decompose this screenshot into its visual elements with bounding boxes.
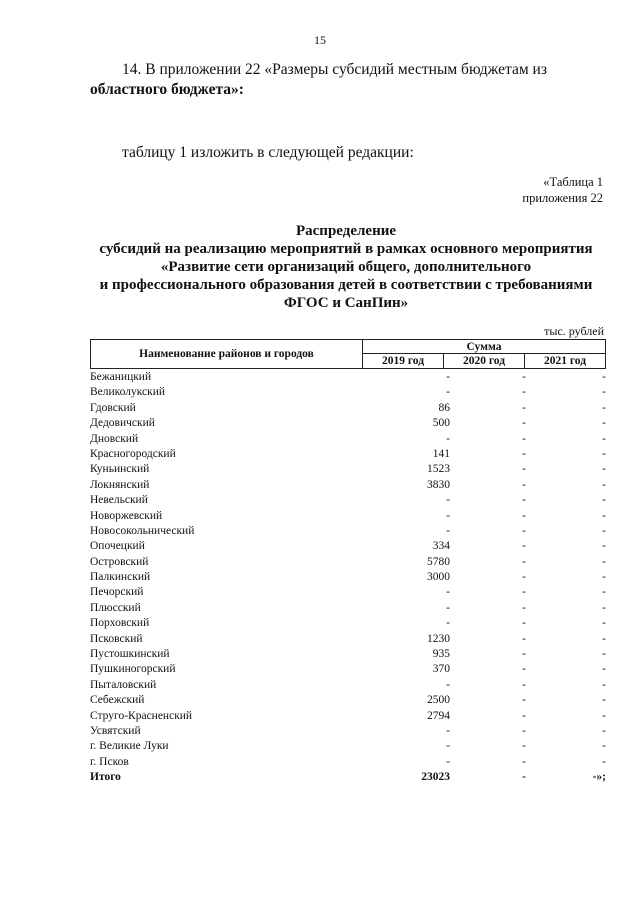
- district-name: Дедовичский: [90, 417, 155, 430]
- district-name: Островский: [90, 555, 149, 568]
- value-2020: -: [522, 371, 526, 383]
- value-2019: 2500: [427, 694, 450, 707]
- table-row: [90, 416, 606, 431]
- value-2019: 3000: [427, 571, 450, 584]
- table-row: [90, 462, 606, 477]
- value-2021: -: [602, 401, 606, 414]
- table-heading: [90, 222, 602, 312]
- value-2021: -: [602, 694, 606, 707]
- value-2019: 1230: [427, 632, 450, 645]
- district-name: Пыталовский: [90, 678, 157, 691]
- value-2019: 141: [432, 447, 450, 460]
- heading-line: субсидий на реализацию мероприятий в рамках основного мероприятия: [99, 241, 593, 257]
- table-row: [90, 447, 606, 462]
- value-2021: -: [602, 601, 606, 614]
- paragraph-14-line2: областного бюджета»:: [90, 81, 244, 98]
- table-header: [90, 339, 606, 369]
- value-2019: 3830: [427, 478, 450, 491]
- value-2021: -: [602, 586, 606, 599]
- header-sum: Сумма: [362, 339, 606, 354]
- table-row: [90, 478, 606, 493]
- value-2021: -: [602, 371, 606, 383]
- value-2021: -: [602, 555, 606, 568]
- value-2020: -: [522, 417, 526, 430]
- value-2020: -: [522, 524, 526, 537]
- table-row: [90, 539, 606, 554]
- value-2020: -: [522, 709, 526, 722]
- table-row: [90, 401, 606, 416]
- header-name-column: Наименование районов и городов: [90, 339, 363, 369]
- district-name: Плюсский: [90, 601, 141, 614]
- district-name: Итого: [90, 771, 121, 784]
- district-name: Усвятский: [90, 724, 141, 737]
- table-row: [90, 370, 606, 385]
- value-2020: -: [522, 663, 526, 676]
- value-2020: -: [522, 494, 526, 507]
- value-2021: -: [602, 478, 606, 491]
- table-row: [90, 647, 606, 662]
- value-2021: -: [602, 632, 606, 645]
- table-row: [90, 509, 606, 524]
- value-2020: -: [522, 755, 526, 768]
- table-row: [90, 739, 606, 754]
- value-2019: -: [446, 601, 450, 614]
- district-name: Невельский: [90, 494, 148, 507]
- value-2020: -: [522, 401, 526, 414]
- table-row: [90, 709, 606, 724]
- district-name: Печорский: [90, 586, 144, 599]
- district-name: Порховский: [90, 617, 150, 630]
- value-2021: -: [602, 463, 606, 476]
- value-2019: -: [446, 524, 450, 537]
- value-2021: -: [602, 617, 606, 630]
- value-2021: -: [602, 509, 606, 522]
- value-2019: 86: [438, 401, 450, 414]
- district-name: Новоржевский: [90, 509, 163, 522]
- value-2020: -: [522, 432, 526, 445]
- value-2020: -: [522, 771, 526, 784]
- value-2021: -: [602, 524, 606, 537]
- value-2019: -: [446, 386, 450, 399]
- heading-line: и профессионального образования детей в соответствии с требованиями: [99, 277, 593, 293]
- heading-line: ФГОС и СанПин»: [283, 295, 409, 311]
- value-2020: -: [522, 740, 526, 753]
- table-row: [90, 432, 606, 447]
- value-2020: -: [522, 724, 526, 737]
- value-2019: 2794: [427, 709, 450, 722]
- district-name: г. Псков: [90, 755, 129, 768]
- header-year-2019: 2019 год: [362, 353, 444, 369]
- value-2020: -: [522, 678, 526, 691]
- value-2020: -: [522, 617, 526, 630]
- value-2019: 500: [432, 417, 450, 430]
- value-2021: -»;: [592, 771, 606, 784]
- value-2021: -: [602, 447, 606, 460]
- table-reference-line1: «Таблица 1: [543, 175, 603, 189]
- table-row: [90, 755, 606, 770]
- district-name: Пустошкинский: [90, 648, 170, 661]
- table-row: [90, 724, 606, 739]
- value-2019: 935: [432, 648, 450, 661]
- table-reference-line2: приложения 22: [522, 191, 603, 205]
- value-2019: -: [446, 586, 450, 599]
- value-2021: -: [602, 432, 606, 445]
- value-2021: -: [602, 571, 606, 584]
- district-name: Новосокольнический: [90, 524, 195, 537]
- heading-line: Распределение: [295, 223, 397, 239]
- header-year-2020: 2020 год: [443, 353, 525, 369]
- value-2019: 23023: [421, 771, 450, 784]
- value-2021: -: [602, 678, 606, 691]
- value-2019: 334: [432, 540, 450, 553]
- table-row: [90, 555, 606, 570]
- table-row: [90, 585, 606, 600]
- value-2019: -: [446, 678, 450, 691]
- value-2020: -: [522, 386, 526, 399]
- value-2020: -: [522, 540, 526, 553]
- heading-line: «Развитие сети организаций общего, дополнительного: [160, 259, 532, 275]
- table-row: [90, 524, 606, 539]
- value-2020: -: [522, 447, 526, 460]
- value-2020: -: [522, 463, 526, 476]
- value-2019: 1523: [427, 463, 450, 476]
- district-name: Красногородский: [90, 447, 176, 460]
- table-row: [90, 632, 606, 647]
- table-body: [90, 370, 606, 786]
- value-2021: -: [602, 740, 606, 753]
- district-name: Локнянский: [90, 478, 150, 491]
- table-row: [90, 601, 606, 616]
- value-2021: -: [602, 540, 606, 553]
- table-row: [90, 616, 606, 631]
- table-total-row: [90, 770, 606, 785]
- table-row: [90, 385, 606, 400]
- value-2021: -: [602, 755, 606, 768]
- value-2021: -: [602, 417, 606, 430]
- district-name: Палкинский: [90, 571, 151, 584]
- unit-label: тыс. рублей: [544, 324, 604, 338]
- value-2020: -: [522, 694, 526, 707]
- district-name: Великолукский: [90, 386, 166, 399]
- district-name: г. Великие Луки: [90, 740, 169, 753]
- value-2019: 5780: [427, 555, 450, 568]
- district-name: Дновский: [90, 432, 139, 445]
- table-row: [90, 570, 606, 585]
- district-name: Опочецкий: [90, 540, 145, 553]
- district-name: Псковский: [90, 632, 143, 645]
- instruction-text: таблицу 1 изложить в следующей редакции:: [122, 144, 414, 161]
- value-2021: -: [602, 709, 606, 722]
- district-name: Пушкиногорский: [90, 663, 176, 676]
- value-2021: -: [602, 724, 606, 737]
- value-2019: -: [446, 740, 450, 753]
- value-2021: -: [602, 663, 606, 676]
- table-row: [90, 493, 606, 508]
- value-2019: -: [446, 371, 450, 383]
- value-2020: -: [522, 509, 526, 522]
- value-2020: -: [522, 555, 526, 568]
- district-name: Бежаницкий: [90, 371, 152, 383]
- value-2021: -: [602, 386, 606, 399]
- value-2019: -: [446, 724, 450, 737]
- district-name: Струго-Красненский: [90, 709, 193, 722]
- value-2020: -: [522, 648, 526, 661]
- table-row: [90, 678, 606, 693]
- value-2020: -: [522, 571, 526, 584]
- value-2019: -: [446, 755, 450, 768]
- value-2021: -: [602, 648, 606, 661]
- district-name: Себежский: [90, 694, 145, 707]
- table-row: [90, 662, 606, 677]
- paragraph-14-line1: 14. В приложении 22 «Размеры субсидий местным бюджетам из: [122, 61, 547, 78]
- header-year-2021: 2021 год: [524, 353, 606, 369]
- value-2019: -: [446, 509, 450, 522]
- value-2019: -: [446, 617, 450, 630]
- value-2021: -: [602, 494, 606, 507]
- value-2019: 370: [432, 663, 450, 676]
- value-2019: -: [446, 494, 450, 507]
- page-number: 15: [314, 33, 326, 47]
- value-2020: -: [522, 478, 526, 491]
- value-2019: -: [446, 432, 450, 445]
- table-row: [90, 693, 606, 708]
- value-2020: -: [522, 586, 526, 599]
- value-2020: -: [522, 601, 526, 614]
- value-2020: -: [522, 632, 526, 645]
- district-name: Куньинский: [90, 463, 150, 476]
- district-name: Гдовский: [90, 401, 136, 414]
